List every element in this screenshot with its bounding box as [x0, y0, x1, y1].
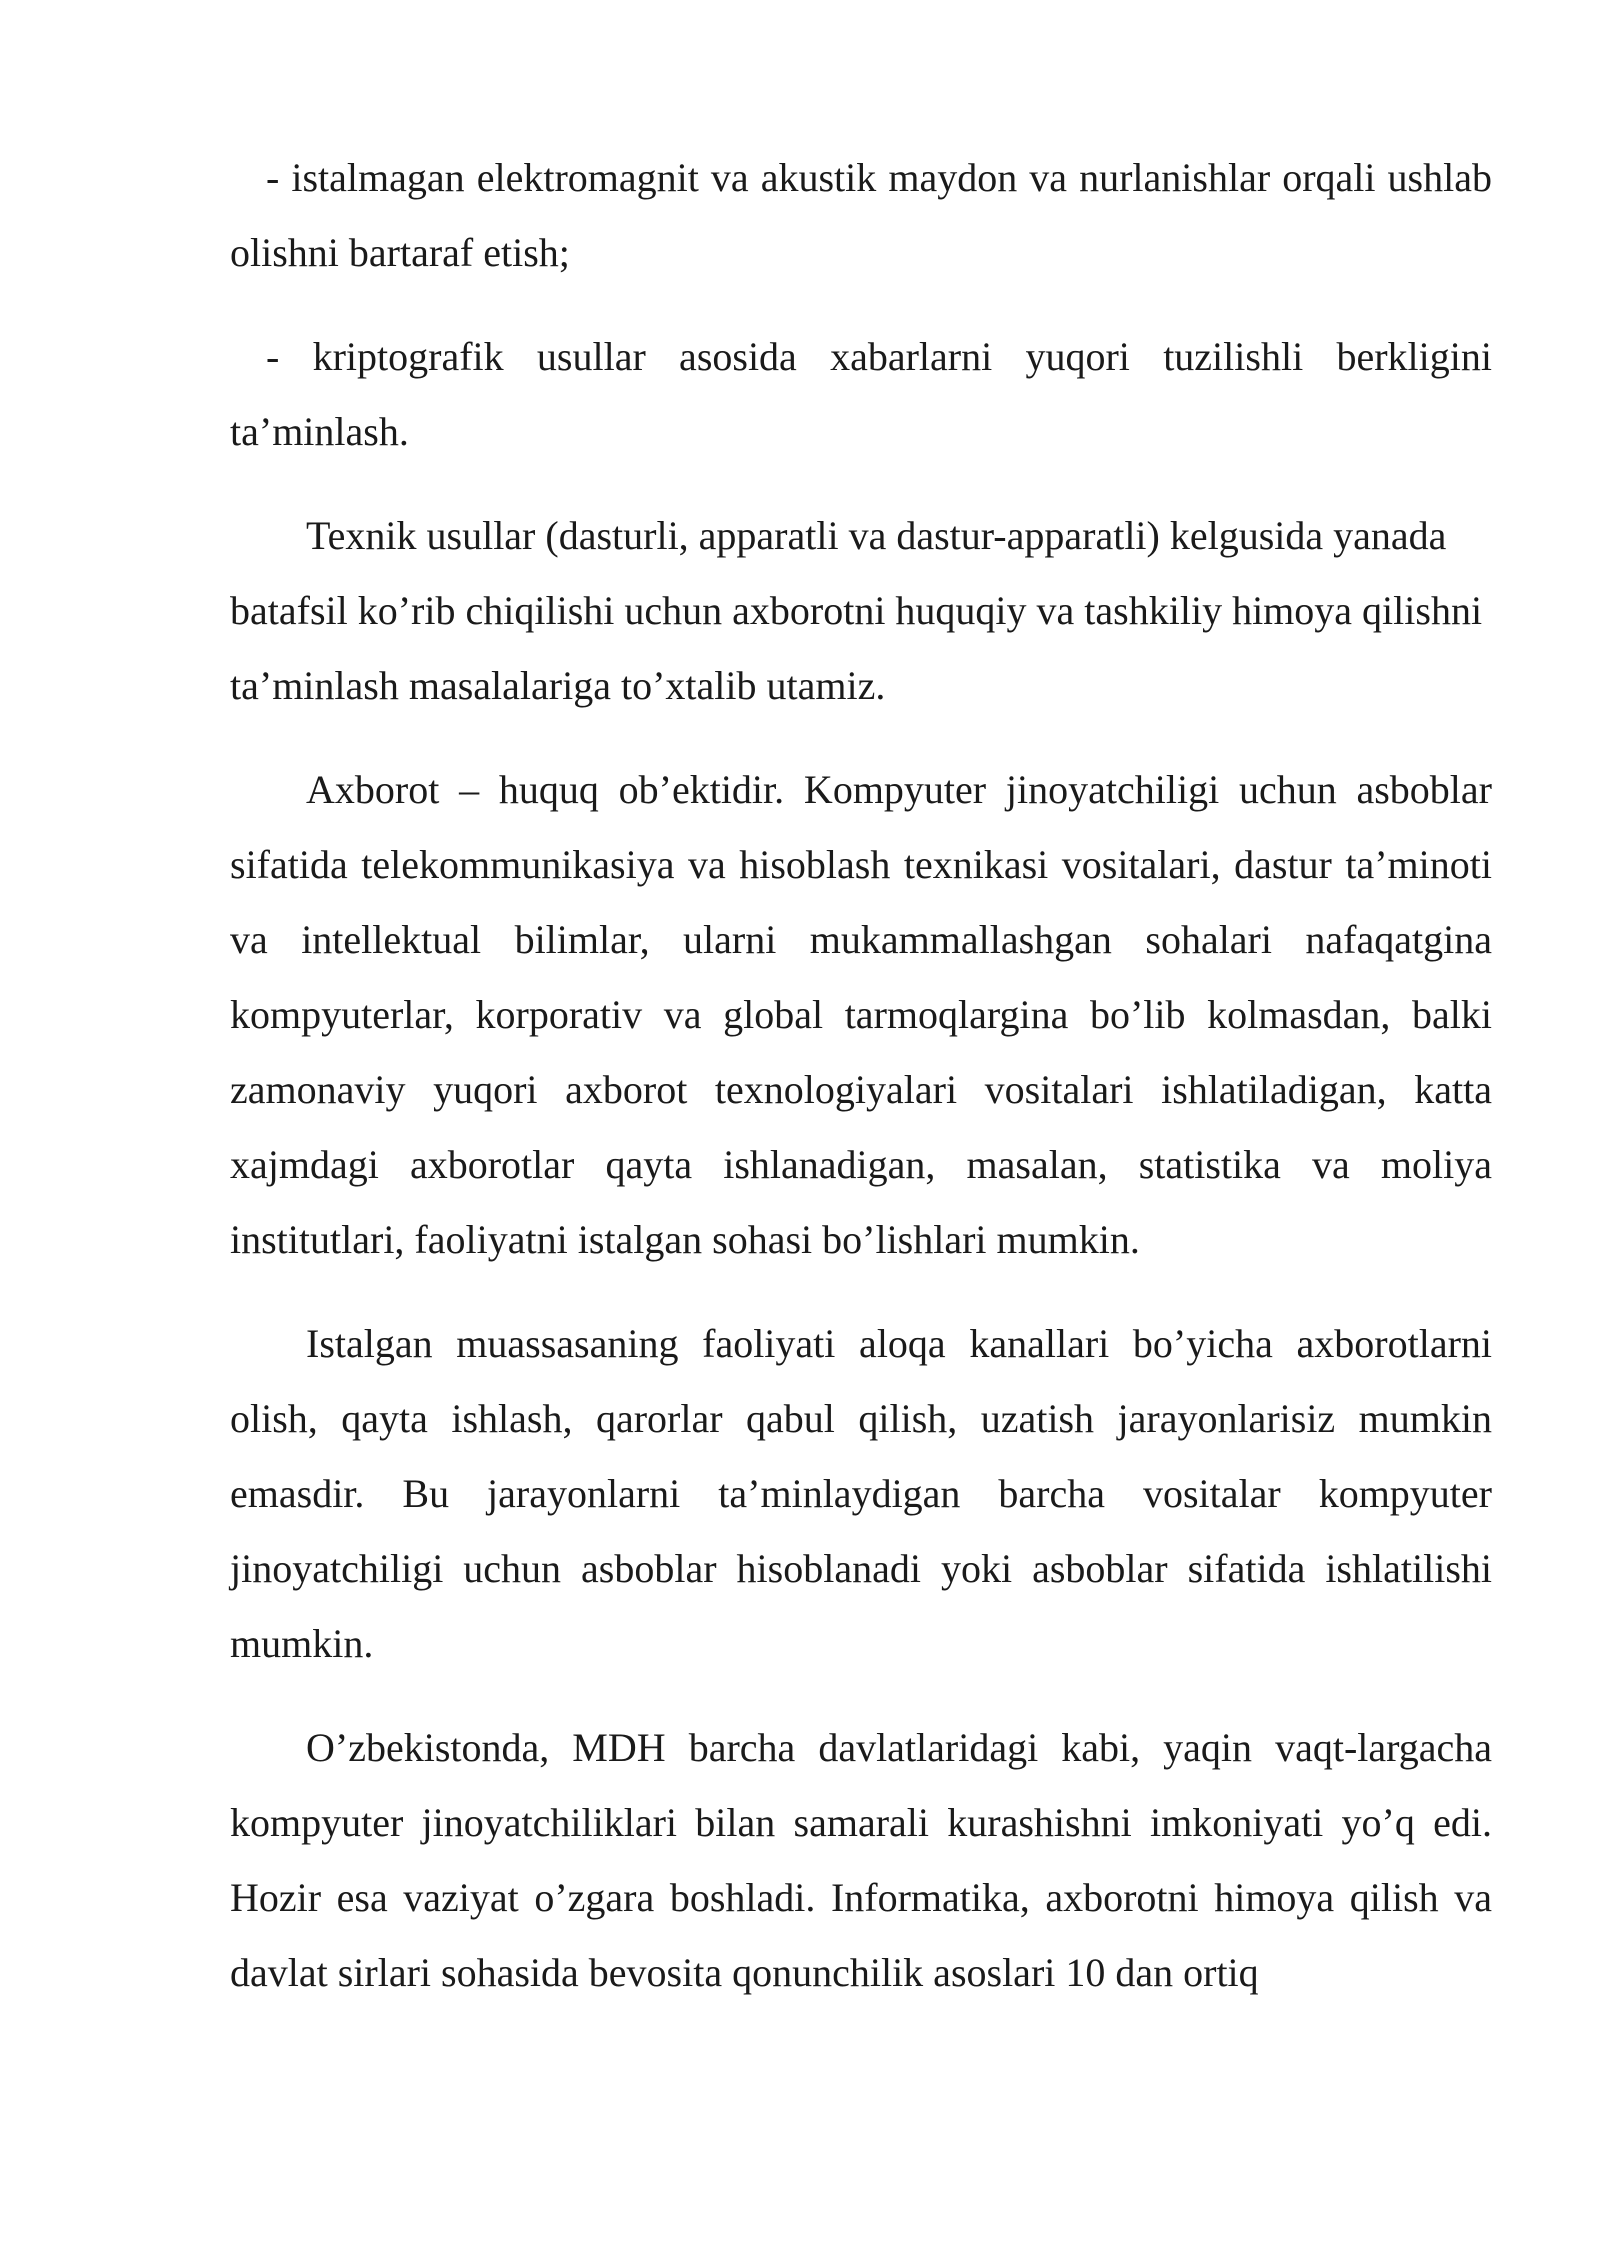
paragraph-uzbekistan: O’zbekistonda, MDH barcha davlatlaridagi kabi, yaqin vaqt-largacha kompyuter jinoyatchiliklari bilan samarali kurashishni imkoniyati yo’q edi. Hozir esa vaziyat o’zgara boshladi. Informatika, axborotni himoya qilish va davlat sirlari sohasida bevosita qonunchilik asoslari 10 dan ortiq: [230, 1725, 1492, 1995]
bullet-item-emission: - istalmagan elektromagnit va akustik maydon va nurlanishlar orqali ushlab olishni bartaraf etish;: [230, 155, 1492, 275]
paragraph-institution-activity: Istalgan muassasaning faoliyati aloqa kanallari bo’yicha axborotlarni olish, qayta ishlash, qarorlar qabul qilish, uzatish jarayonlarisiz mumkin emasdir. Bu jarayonlarni ta’minlaydigan barcha vositalar kompyuter jinoyatchiligi uchun asboblar hisoblanadi yoki asboblar sifatida ishlatilishi mumkin.: [230, 1321, 1492, 1666]
paragraph-technical-methods: Texnik usullar (dasturli, apparatli va dastur-apparatli) kelgusida yanada batafsil ko’rib chiqilishi uchun axborotni huquqiy va tashkiliy himoya qilishni ta’minlash masalalariga to’xtalib utamiz.: [230, 513, 1483, 708]
body-text: [230, 140, 1492, 2039]
paragraph-information-law: Axborot – huquq ob’ektidir. Kompyuter jinoyatchiligi uchun asboblar sifatida telekommunikasiya va hisoblash texnikasi vositalari, dastur ta’minoti va intellektual bilimlar, ularni mukammallashgan sohalari nafaqatgina kompyuterlar, korporativ va global tarmoqlargina bo’lib kolmasdan, balki zamonaviy yuqori axborot texnologiyalari vositalari ishlatiladigan, katta xajmdagi axborotlar qayta ishlanadigan, masalan, statistika va moliya institutlari, faoliyatni istalgan sohasi bo’lishlari mumkin.: [230, 767, 1492, 1262]
bullet-item-cryptography: - kriptografik usullar asosida xabarlarni yuqori tuzilishli berkligini ta’minlash.: [230, 334, 1492, 454]
